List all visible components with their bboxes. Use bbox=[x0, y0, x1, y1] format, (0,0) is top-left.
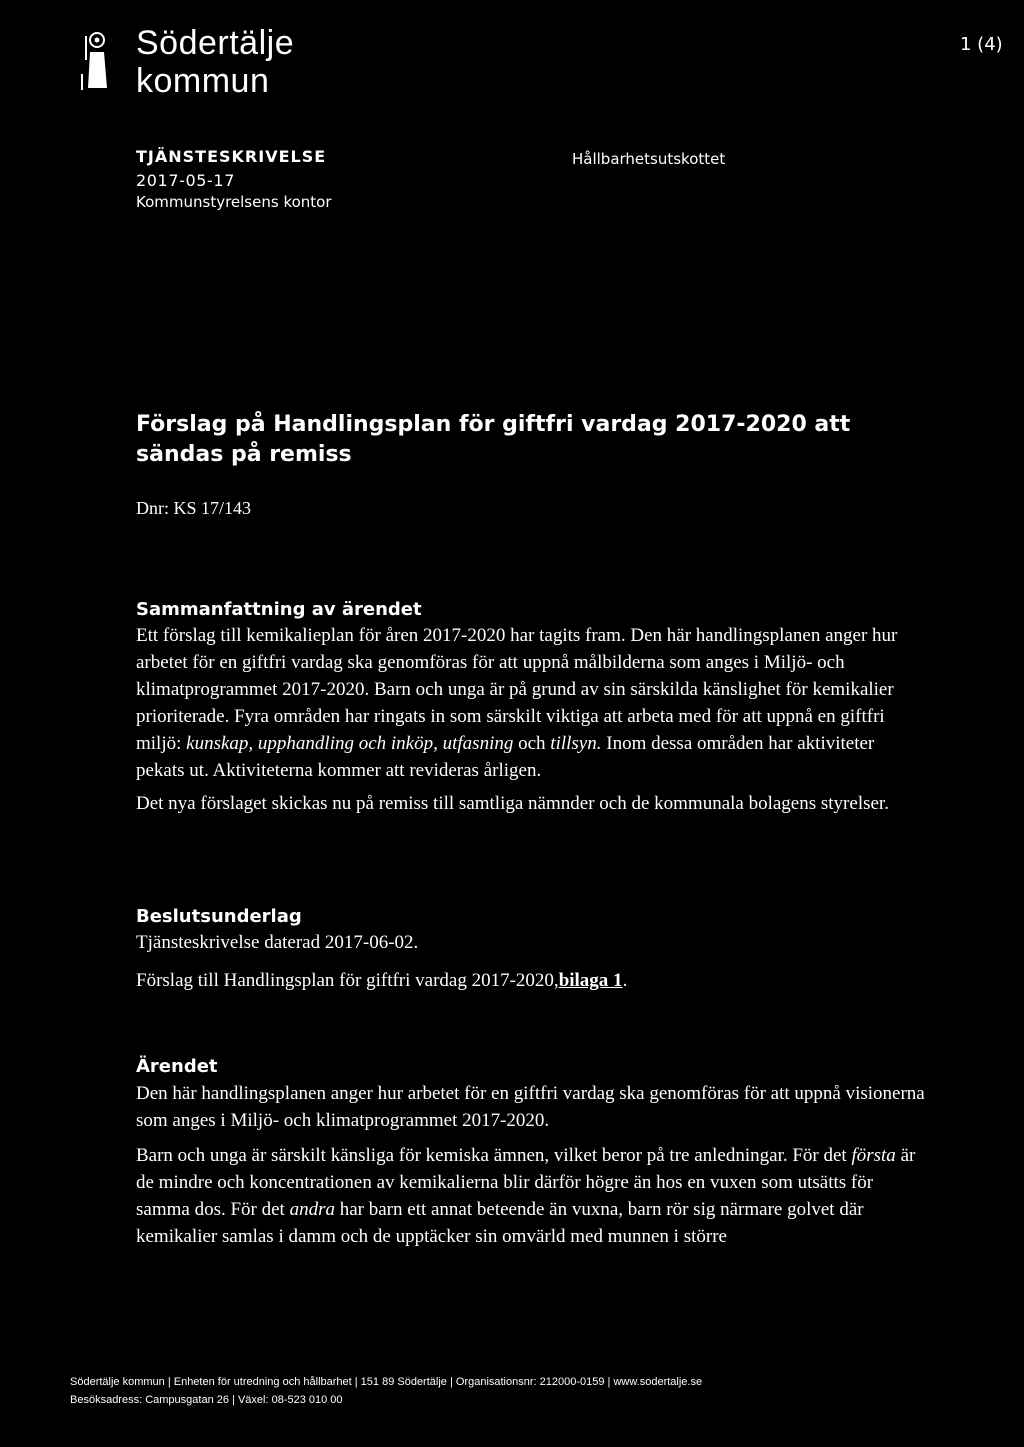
case-number: Dnr: KS 17/143 bbox=[136, 498, 252, 518]
logo-line-1: Södertälje bbox=[136, 24, 295, 62]
issuing-office: Kommunstyrelsens kontor bbox=[136, 193, 332, 211]
municipality-logo bbox=[136, 24, 294, 100]
document-type: TJÄNSTESKRIVELSE bbox=[136, 147, 327, 166]
summary-paragraph-2: Det nya förslaget skickas nu på remiss till samtliga nämnder och de kommunala bolagens styrelser. bbox=[136, 793, 889, 814]
summary-paragraph bbox=[136, 622, 926, 784]
summary-text-a: Ett förslag till kemikalieplan för åren 2017-2020 har tagits fram. Den här handlingsplanen anger hur arbetet för en giftfri vardag ska genomföras för att uppnå målbilderna som anges i Miljö- och klimatprogrammet 2017-2020. Barn och unga är på grund av sin särskilda känslighet för kemikalier prioriterade. Fyra områden har ringats in som särskilt viktiga att arbeta med för att uppnå en giftfri miljö: bbox=[136, 625, 898, 754]
matter-paragraph-1: Den här handlingsplanen anger hur arbetet för en giftfri vardag ska genomföras för att uppnå visionerna som anges i Miljö- och klimatprogrammet 2017-2020. bbox=[136, 1083, 925, 1131]
summary-areas-italic: kunskap, upphandling och inköp, utfasning bbox=[186, 733, 514, 754]
document-title: Förslag på Handlingsplan för giftfri vardag 2017-2020 att sändas på remiss bbox=[136, 412, 851, 467]
matter-italic-first: första bbox=[851, 1145, 896, 1166]
summary-text-b: och bbox=[518, 733, 546, 754]
decision-basis-item-2-text: Förslag till Handlingsplan för giftfri vardag 2017-2020, bbox=[136, 970, 559, 991]
footer-address-line: Södertälje kommun | Enheten för utredning och hållbarhet | 151 89 Södertälje | Organisationsnr: 212000-0159 | www.sodertalje.se bbox=[70, 1376, 703, 1388]
municipality-crest-icon bbox=[80, 30, 110, 92]
decision-basis-heading: Beslutsunderlag bbox=[136, 906, 302, 927]
summary-text-c: Inom dessa områden har aktiviteter pekats ut. Aktiviteterna kommer att revideras årligen. bbox=[136, 733, 875, 781]
attachment-link[interactable]: bilaga 1 bbox=[558, 970, 623, 991]
decision-basis-item-2 bbox=[136, 967, 926, 994]
page-number: 1 (4) bbox=[960, 34, 1003, 55]
matter-text-c: har barn ett annat beteende än vuxna, barn rör sig närmare golvet där kemikalier samlas i damm och de upptäcker sin omvärld med munnen i större bbox=[136, 1199, 864, 1247]
logo-line-2: kommun bbox=[136, 62, 270, 100]
recipient-committee: Hållbarhetsutskottet bbox=[572, 150, 726, 168]
matter-italic-second: andra bbox=[289, 1199, 335, 1220]
matter-paragraph-2 bbox=[136, 1142, 926, 1250]
matter-text-a: Barn och unga är särskilt känsliga för kemiska ämnen, vilket beror på tre anledningar. För det bbox=[136, 1145, 847, 1166]
summary-heading: Sammanfattning av ärendet bbox=[136, 599, 422, 620]
decision-basis-item-1: Tjänsteskrivelse daterad 2017-06-02. bbox=[136, 932, 419, 953]
matter-text-b: är de mindre och koncentrationen av kemikalierna blir därför högre än hos en vuxen som utsätts för samma dos. För det bbox=[136, 1145, 916, 1220]
matter-heading: Ärendet bbox=[136, 1056, 218, 1077]
summary-areas-italic-2: tillsyn. bbox=[550, 733, 602, 754]
decision-basis-item-2-end: . bbox=[622, 970, 628, 991]
document-date: 2017-05-17 bbox=[136, 171, 235, 190]
footer-visit-line: Besöksadress: Campusgatan 26 | Växel: 08-523 010 00 bbox=[70, 1394, 343, 1406]
